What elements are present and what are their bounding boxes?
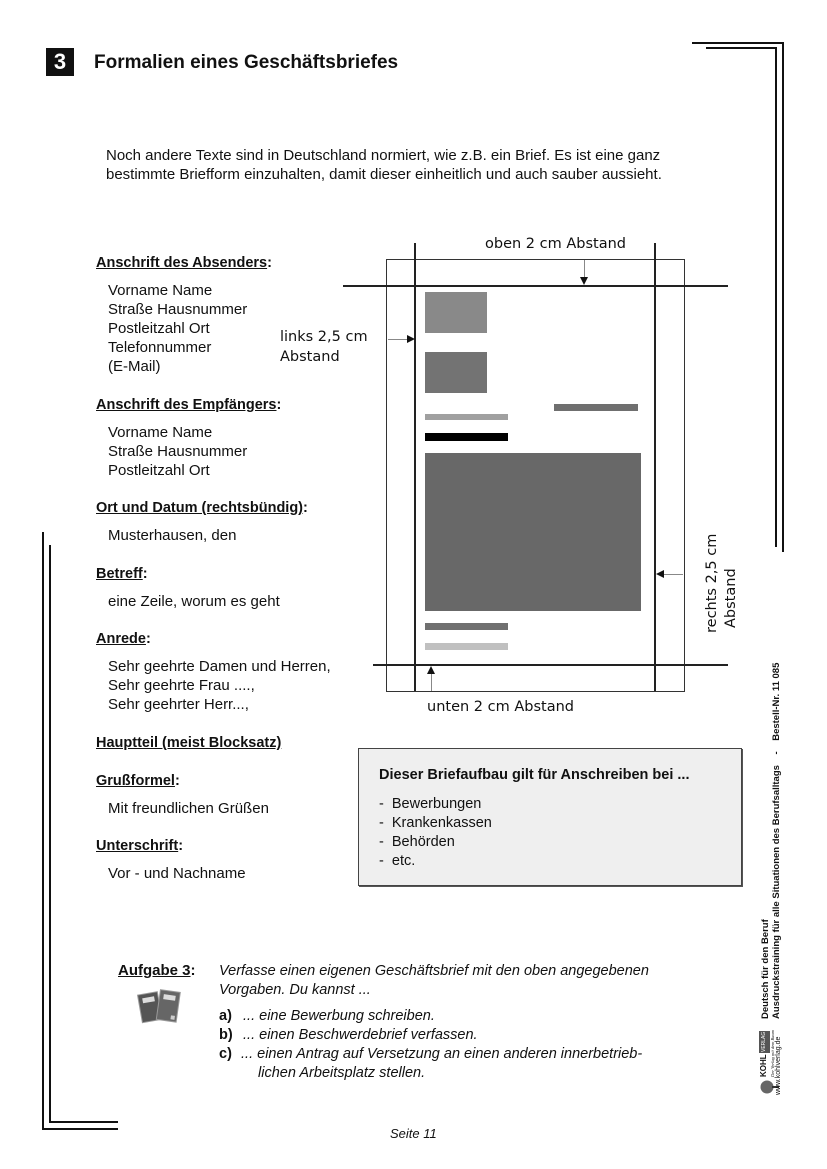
top-margin-line [343, 285, 728, 287]
heading-text: Hauptteil (meist Blocksatz) [96, 735, 282, 751]
series-title: Deutsch für den Beruf [760, 919, 771, 1019]
info-box-item-text: etc. [391, 853, 416, 869]
task-item [219, 1007, 719, 1026]
left-arrow-line [388, 339, 408, 340]
section-heading-salutation [96, 631, 151, 647]
top-margin-label: oben 2 cm Abstand [485, 236, 626, 252]
frame-line [42, 1128, 118, 1130]
heading-suffix: : [174, 773, 180, 789]
task-item-key: b) [219, 1027, 233, 1043]
frame-line [42, 532, 44, 1130]
left-margin-label [280, 327, 368, 367]
signature-block [425, 643, 508, 650]
sender-line: Vorname Name [108, 282, 213, 299]
frame-line [782, 42, 784, 552]
section-heading-subject [96, 566, 148, 582]
task-item [219, 1026, 719, 1045]
intro-paragraph: Noch andere Texte sind in Deutschland normiert, wie z.B. ein Brief. Es ist eine ganz bestimmte Briefform einzuhalten, damit dieser einheitlich und auch sauber aussieht. [106, 147, 662, 183]
place-date-line: Musterhausen, den [108, 527, 237, 544]
recipient-line: Postleitzahl Ort [108, 462, 210, 479]
arrow-down-icon [580, 277, 588, 285]
frame-line [775, 47, 777, 547]
recipient-lines [108, 423, 247, 480]
sender-line: Straße Hausnummer [108, 301, 248, 318]
left-margin-label-line: Abstand [280, 349, 340, 365]
heading-suffix: : [142, 566, 148, 582]
heading-suffix: : [178, 838, 184, 854]
info-box-item-text: Behörden [391, 834, 455, 850]
arrow-left-icon [656, 570, 664, 578]
closing-block [425, 623, 508, 630]
task-item-key: a) [219, 1008, 232, 1024]
left-margin-label-line: links 2,5 cm [280, 329, 368, 345]
section-number: 3 [46, 48, 74, 76]
task-label [118, 962, 196, 979]
salutation-line: Sehr geehrter Herr..., [108, 696, 249, 713]
frame-line [706, 47, 776, 49]
task-text: Verfasse einen eigenen Geschäftsbrief mit den oben angegebenen Vorgaben. Du kannst ... [219, 963, 649, 998]
publisher-logo [752, 1027, 782, 1095]
publisher-name: KOHL [759, 1054, 768, 1077]
frame-line [49, 1121, 118, 1123]
right-margin-label-line: Abstand [723, 568, 739, 628]
series-info: Deutsch für den Beruf Ausdruckstraining für alle Situationen des Berufsalltags - Bestell-Nr. 11 085 [760, 662, 782, 1019]
sender-block [425, 292, 487, 333]
bottom-margin-label: unten 2 cm Abstand [427, 699, 574, 715]
publisher-tag: VERLAG [759, 1031, 770, 1053]
info-box-item: - Behörden [379, 834, 455, 850]
heading-text: Unterschrift [96, 838, 179, 854]
recipient-block [425, 352, 487, 393]
heading-suffix: : [276, 397, 282, 413]
sender-lines [108, 281, 247, 376]
heading-suffix: : [267, 255, 272, 271]
task-label-text: Aufgabe 3 [118, 962, 191, 979]
frame-line [49, 545, 51, 1123]
sender-line: Postleitzahl Ort [108, 320, 210, 337]
heading-text: Grußformel [96, 773, 175, 789]
heading-text: Anschrift des Empfängers [96, 397, 277, 413]
closing-line: Mit freundlichen Grüßen [108, 800, 269, 817]
info-box-list [379, 795, 492, 871]
subject-block [425, 414, 508, 420]
page-number: Seite 11 [390, 1126, 437, 1141]
info-box-item-text: Krankenkassen [391, 815, 492, 831]
info-box-item: - Krankenkassen [379, 815, 492, 831]
publisher-slogan: Der Verlag mit dem Baum [770, 1030, 775, 1077]
info-box-title: Dieser Briefaufbau gilt für Anschreiben bei ... [379, 767, 690, 783]
arrow-right-icon [407, 335, 415, 343]
order-number: Bestell-Nr. 11 085 [771, 662, 782, 741]
subject-lines [108, 592, 280, 611]
task-item-key: c) [219, 1046, 232, 1062]
body-block [425, 453, 641, 611]
heading-text: Anrede [96, 631, 146, 647]
publisher-footer [752, 663, 782, 1095]
right-margin-line [654, 243, 656, 691]
sender-line: Telefonnummer [108, 339, 212, 356]
task-label-suffix: : [190, 962, 196, 979]
task-item-text: ... eine Bewerbung schreiben. [243, 1008, 435, 1024]
heading-text: Betreff [96, 566, 143, 582]
notebooks-icon [137, 988, 183, 1028]
bottom-arrow-line [431, 674, 432, 691]
salutation-line: Sehr geehrte Damen und Herren, [108, 658, 331, 675]
task-item [219, 1045, 719, 1064]
left-margin-line [414, 243, 416, 691]
top-arrow-line [584, 260, 585, 278]
task-items [219, 1007, 719, 1083]
section-heading-signature [96, 838, 183, 854]
series-subtitle: Ausdruckstraining für alle Situationen des Berufsalltags [771, 765, 782, 1019]
task-item-text: ... einen Antrag auf Versetzung an einen anderen innerbetrieb- [241, 1046, 643, 1062]
info-box-item-text: Bewerbungen [391, 796, 482, 812]
task-item-text: lichen Arbeitsplatz stellen. [258, 1065, 426, 1081]
page-title: Formalien eines Geschäftsbriefes [94, 52, 399, 73]
salutation-line: Sehr geehrte Frau ...., [108, 677, 255, 694]
section-heading-closing [96, 773, 180, 789]
publisher-website: www.kohlverlag.de [775, 1036, 782, 1095]
subject-line: eine Zeile, worum es geht [108, 593, 280, 610]
date-block [554, 404, 638, 411]
heading-text: Ort und Datum (rechtsbündig) [96, 500, 304, 516]
arrow-up-icon [427, 666, 435, 674]
place-date-lines [108, 526, 236, 545]
recipient-line: Straße Hausnummer [108, 443, 248, 460]
section-heading-recipient [96, 397, 281, 413]
right-margin-label [703, 534, 741, 633]
recipient-line: Vorname Name [108, 424, 213, 441]
task-item-text: ... einen Beschwerdebrief verfassen. [243, 1027, 478, 1043]
section-heading-sender [96, 255, 272, 271]
signature-lines [108, 864, 246, 883]
right-margin-label-line: rechts 2,5 cm [704, 533, 720, 633]
info-box [358, 748, 742, 886]
heading-suffix: : [145, 631, 151, 647]
info-box-item: - etc. [379, 853, 416, 869]
task-item-continuation [219, 1064, 719, 1083]
salutation-block [425, 433, 508, 441]
closing-lines [108, 799, 269, 818]
section-heading-body [96, 735, 281, 751]
sender-line: (E-Mail) [108, 358, 161, 375]
info-box-item: - Bewerbungen [379, 796, 482, 812]
salutation-lines [108, 657, 331, 714]
frame-line [692, 42, 784, 44]
heading-text: Anschrift des Absenders [96, 255, 268, 271]
heading-suffix: : [303, 500, 308, 516]
right-arrow-line [663, 574, 683, 575]
section-heading-place-date [96, 500, 308, 516]
signature-line: Vor - und Nachname [108, 865, 246, 882]
